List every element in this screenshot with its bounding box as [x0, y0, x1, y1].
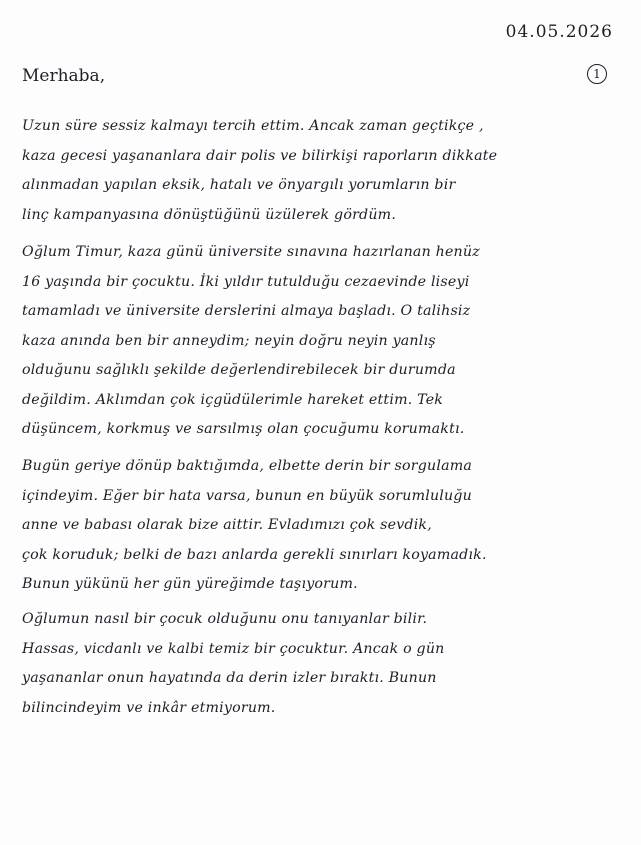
text-line: tamamladı ve üniversite derslerini almaya başladı. O talihsiz — [22, 303, 471, 319]
letter-date: 04.05.2026 — [505, 22, 613, 42]
text-line: kaza anında ben bir anneydim; neyin doğru neyin yanlış — [22, 332, 436, 349]
text-line: olduğunu sağlıklı şekilde değerlendirebilecek bir durumda — [22, 362, 456, 378]
paragraph-3 — [22, 452, 612, 600]
text-line: değildim. Aklımdan çok içgüdülerimle hareket ettim. Tek — [22, 391, 444, 408]
page-number: 1 — [587, 64, 607, 84]
text-line: linç kampanyasına dönüştüğünü üzülerek gördüm. — [22, 206, 397, 223]
paragraph-1 — [22, 112, 612, 230]
text-line: Uzun süre sessiz kalmayı tercih ettim. Ancak zaman geçtikçe , — [22, 118, 484, 134]
text-line: 16 yaşında bir çocuktu. İki yıldır tutulduğu cezaevinde liseyi — [22, 273, 470, 290]
text-line: bilincindeyim ve inkâr etmiyorum. — [22, 699, 276, 716]
text-line: Oğlum Timur, kaza günü üniversite sınavına hazırlanan henüz — [22, 244, 480, 260]
text-line: Hassas, vicdanlı ve kalbi temiz bir çocuktur. Ancak o gün — [22, 640, 445, 657]
greeting: Merhaba, — [22, 66, 106, 86]
text-line: Oğlumun nasıl bir çocuk olduğunu onu tanıyanlar bilir. — [22, 611, 428, 627]
text-line: kaza gecesi yaşananlara dair polis ve bilirkişi raporların dikkate — [22, 147, 498, 164]
text-line: içindeyim. Eğer bir hata varsa, bunun en büyük sorumluluğu — [22, 487, 473, 504]
text-line: Bugün geriye dönüp baktığımda, elbette derin bir sorgulama — [22, 458, 473, 474]
paragraph-4 — [22, 605, 612, 723]
text-line: çok koruduk; belki de bazı anlarda gerekli sınırları koyamadık. — [22, 546, 487, 563]
text-line: yaşananlar onun hayatında da derin izler bıraktı. Bunun — [22, 670, 437, 686]
text-line: alınmadan yapılan eksik, hatalı ve önyargılı yorumların bir — [22, 177, 456, 193]
text-line: Bunun yükünü her gün yüreğimde taşıyorum. — [22, 576, 358, 592]
text-line: düşüncem, korkmuş ve sarsılmış olan çocuğumu korumaktı. — [22, 421, 465, 437]
text-line: anne ve babası olarak bize aittir. Evladımızı çok sevdik, — [22, 517, 432, 533]
paragraph-2 — [22, 238, 612, 445]
